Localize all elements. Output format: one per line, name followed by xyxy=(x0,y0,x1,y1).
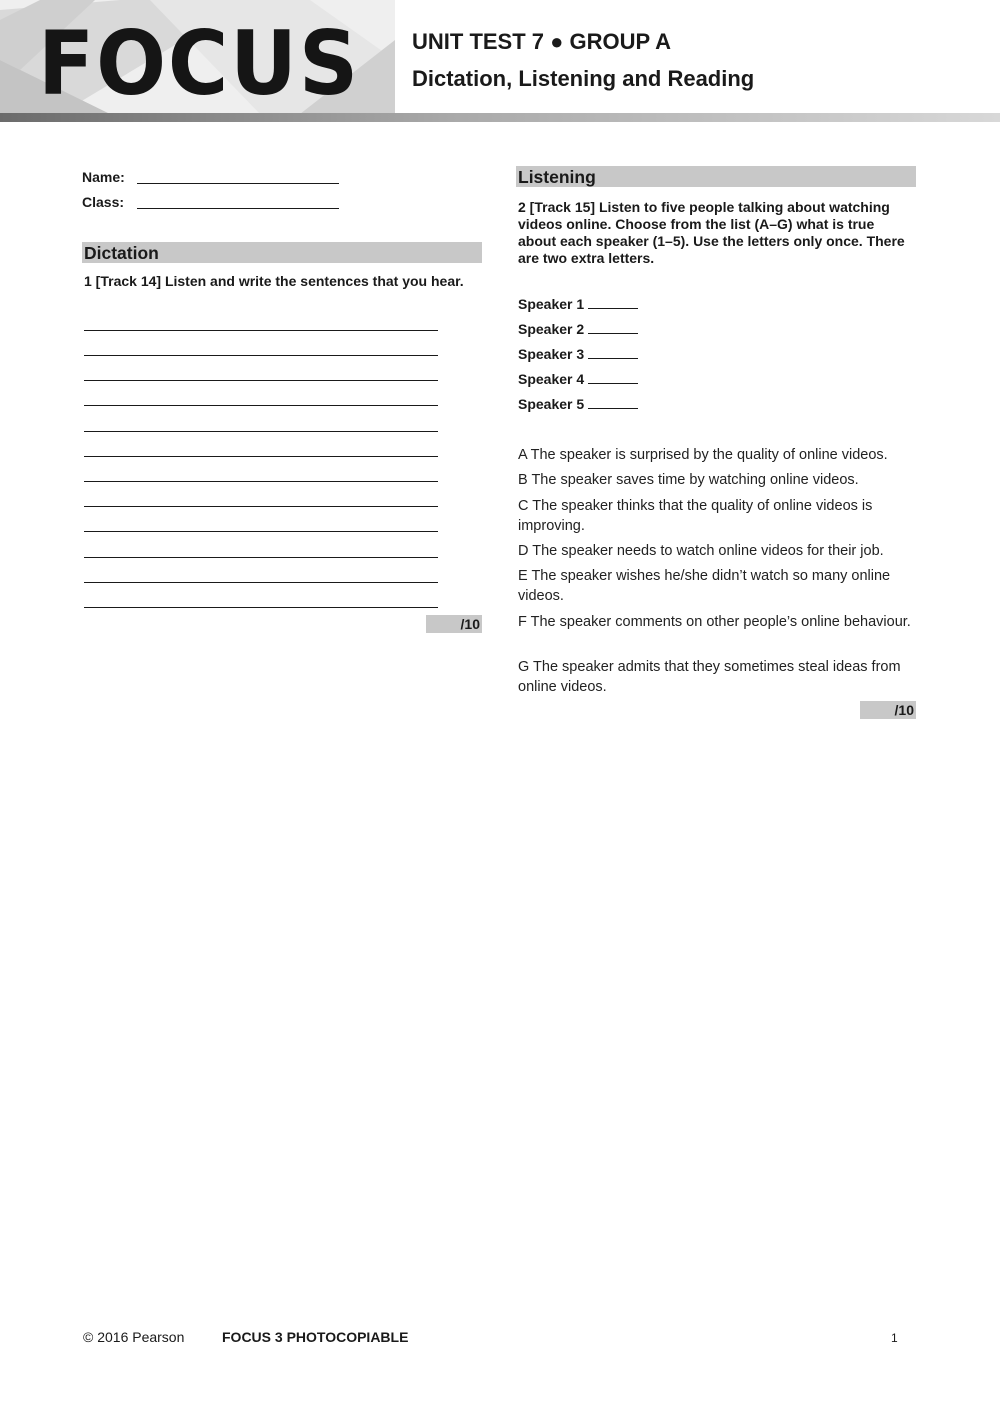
speaker-answer-blank[interactable] xyxy=(588,308,638,309)
dictation-score: /10 xyxy=(426,615,482,633)
speaker-label: Speaker 5 xyxy=(518,396,585,412)
footer-brand: FOCUS 3 PHOTOCOPIABLE xyxy=(222,1329,409,1345)
speaker-answer-blank[interactable] xyxy=(588,333,638,334)
speaker-label: Speaker 2 xyxy=(518,321,585,337)
name-label: Name: xyxy=(82,169,125,185)
dictation-answer-line[interactable] xyxy=(84,481,438,482)
dictation-answer-line[interactable] xyxy=(84,380,438,381)
speaker-answer-blank[interactable] xyxy=(588,358,638,359)
dictation-answer-line[interactable] xyxy=(84,405,438,406)
option-a: A The speaker is surprised by the quality of online videos. xyxy=(518,447,888,463)
speaker-answer-row[interactable] xyxy=(518,321,638,337)
speaker-answer-row[interactable] xyxy=(518,371,638,387)
dictation-answer-line[interactable] xyxy=(84,506,438,507)
dictation-answer-line[interactable] xyxy=(84,607,438,608)
speaker-label: Speaker 3 xyxy=(518,346,585,362)
option-d: D The speaker needs to watch online videos for their job. xyxy=(518,543,884,559)
dictation-answer-line[interactable] xyxy=(84,456,438,457)
option-b: B The speaker saves time by watching online videos. xyxy=(518,472,859,488)
option-c: C The speaker thinks that the quality of online videos is improving. xyxy=(518,498,873,534)
dictation-heading: Dictation xyxy=(82,242,482,263)
name-field[interactable] xyxy=(137,183,339,184)
unit-title: UNIT TEST 7 ● GROUP A xyxy=(412,29,671,54)
speaker-answer-blank[interactable] xyxy=(588,383,638,384)
speaker-label: Speaker 4 xyxy=(518,371,585,387)
footer-copyright: © 2016 Pearson xyxy=(83,1329,185,1345)
listening-heading: Listening xyxy=(516,166,916,187)
dictation-answer-line[interactable] xyxy=(84,531,438,532)
focus-logo-text: FOCUS xyxy=(38,20,360,102)
speaker-label: Speaker 1 xyxy=(518,296,585,312)
dictation-answer-line[interactable] xyxy=(84,330,438,331)
focus-logo xyxy=(38,20,363,102)
class-field[interactable] xyxy=(137,208,339,209)
page-number: 1 xyxy=(891,1331,898,1345)
option-g: G The speaker admits that they sometimes steal ideas from online videos. xyxy=(518,659,901,695)
option-e: E The speaker wishes he/she didn’t watch so many online videos. xyxy=(518,568,891,604)
listening-score: /10 xyxy=(860,701,916,719)
class-label: Class: xyxy=(82,194,125,210)
speaker-answer-blank[interactable] xyxy=(588,408,638,409)
dictation-answer-line[interactable] xyxy=(84,355,438,356)
speaker-answer-row[interactable] xyxy=(518,296,638,312)
dictation-answer-line[interactable] xyxy=(84,557,438,558)
dictation-answer-line[interactable] xyxy=(84,582,438,583)
listening-instruction: 2 [Track 15] Listen to five people talking about watching videos online. Choose from the list (A–G) what is true about each speaker (1–5). Use the letters only once. There are two extra letters. xyxy=(518,199,905,266)
dictation-instruction: 1 [Track 14] Listen and write the sentences that you hear. xyxy=(84,273,464,289)
option-f: F The speaker comments on other people’s online behaviour. xyxy=(518,614,911,630)
speaker-answer-row[interactable] xyxy=(518,396,638,412)
unit-subtitle: Dictation, Listening and Reading xyxy=(412,66,755,91)
page-header xyxy=(0,0,1000,122)
speaker-answer-row[interactable] xyxy=(518,346,638,362)
dictation-answer-line[interactable] xyxy=(84,431,438,432)
